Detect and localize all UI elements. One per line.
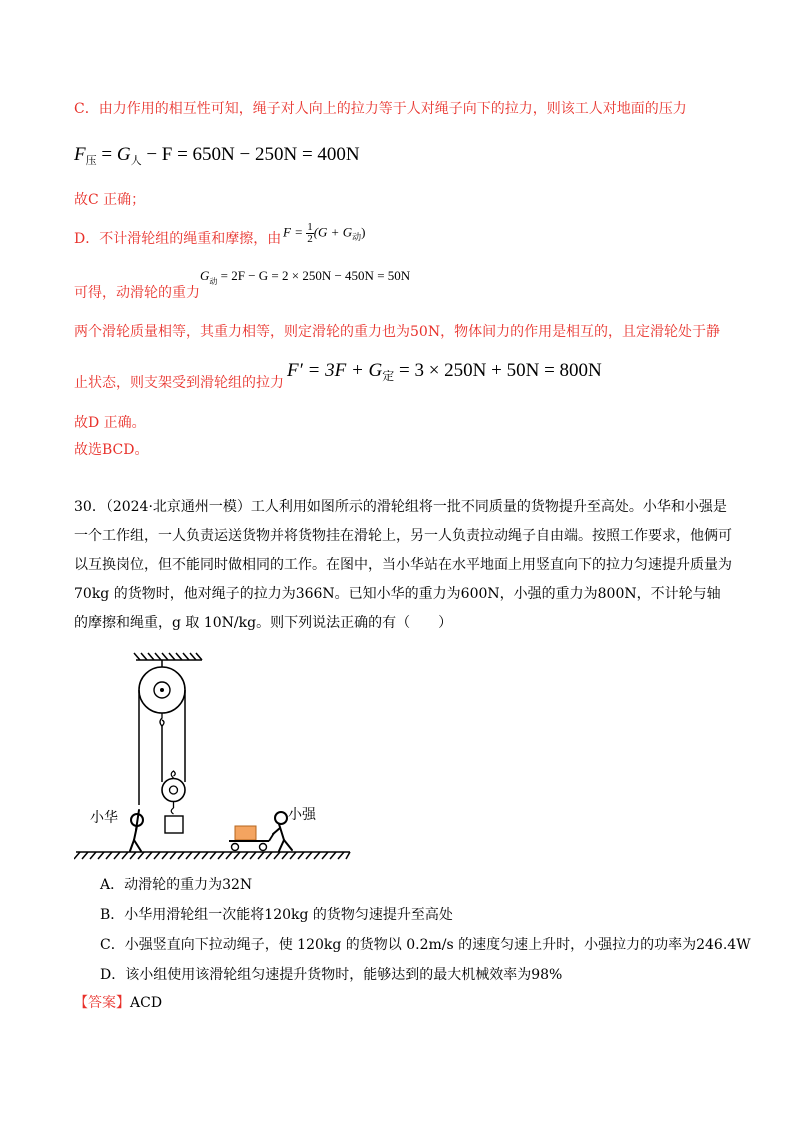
section-d-text1: D．不计滑轮组的绳重和摩擦，由 (74, 231, 282, 247)
formula-c (74, 144, 360, 166)
hanging-cargo (165, 816, 183, 833)
formula-d3 (287, 360, 602, 382)
answer (74, 993, 162, 1013)
formula-d3-rest: = 3 × 250N + 50N = 800N (399, 360, 602, 381)
formula-d1-num: 1 (307, 221, 313, 233)
option-b: B．小华用滑轮组一次能将120kg 的货物匀速提升至高处 (100, 907, 453, 923)
label-xiaoqiang: 小强 (288, 807, 316, 823)
section-d-text4: 止状态，则支架受到滑轮组的拉力 (74, 375, 284, 391)
cart-cargo (235, 826, 256, 840)
label-xiaohua: 小华 (90, 810, 118, 826)
section-d-conclusion: 故D 正确。 (74, 415, 146, 431)
formula-d1-lhs: F = (283, 224, 303, 240)
ceiling (134, 653, 202, 660)
section-c-conclusion: 故C 正确； (74, 192, 146, 208)
ground (74, 852, 350, 859)
formula-d2 (200, 268, 410, 284)
option-c: C．小强竖直向下拉动绳子，使 120kg 的货物以 0.2m/s 的速度匀速上升时，小强拉力的功率为246.4W (100, 937, 751, 953)
formula-c-g-sub: 人 (130, 155, 142, 167)
section-d-text3: 两个滑轮质量相等，其重力相等，则定滑轮的重力也为50N，物体间力的作用是相互的，且定滑轮处于静 (74, 324, 721, 340)
formula-d1-sub: 动 (352, 232, 362, 243)
option-d: D．该小组使用该滑轮组匀速提升货物时，能够达到的最大机械效率为98% (100, 967, 563, 983)
answer-value: ACD (130, 995, 163, 1011)
formula-d2-g: G (200, 268, 210, 283)
section-d-text2: 可得，动滑轮的重力 (74, 285, 200, 301)
formula-c-f-sub: 压 (85, 155, 97, 167)
movable-pulley (162, 771, 185, 814)
formula-d1-close: ) (361, 224, 366, 240)
fixed-pulley (139, 667, 185, 726)
formula-d2-rest: = 2F − G = 2 × 250N − 450N = 50N (220, 268, 411, 283)
pulley-figure (74, 650, 354, 860)
formula-d1-den: 2 (307, 233, 313, 245)
formula-d2-sub: 动 (209, 277, 218, 286)
cart (229, 826, 274, 851)
formula-d1-frac (306, 222, 314, 245)
xiaohua-figure (130, 810, 143, 851)
formula-d1-paren: (G + G (313, 224, 353, 240)
formula-c-eq: = (101, 144, 113, 165)
answer-label: 【答案】 (74, 995, 130, 1011)
formula-c-f: F (74, 144, 86, 165)
formula-d3-sub: 定 (382, 369, 395, 383)
option-a: A．动滑轮的重力为32N (100, 877, 253, 893)
section-c-text: C．由力作用的相互性可知，绳子对人向上的拉力等于人对绳子向下的拉力，则该工人对地面的压力 (74, 101, 687, 117)
formula-d3-lhs: F′ = 3F + G (287, 360, 383, 381)
section-d-final: 故选BCD。 (74, 442, 149, 458)
formula-c-g: G (116, 144, 131, 165)
formula-d1 (283, 222, 365, 245)
formula-c-rest: − F = 650N − 250N = 400N (146, 144, 360, 165)
question-30-text: 30．（2024·北京通州一模）工人利用如图所示的滑轮组将一批不同质量的货物提升至高处。小华和小强是一个工作组，一人负责运送货物并将货物挂在滑轮上，另一人负责拉动绳子自由端。按照工作要求，他俩可以互换岗位，但不能同时做相同的工作。在图中，当小华站在水平地面上用竖直向下的拉力匀速提升质量为70kg 的货物时，他对绳子的拉力为366N。已知小华的重力为600N，小强的重力为800N，不计轮与轴的摩擦和绳重，g 取 10N/kg。则下列说法正确的有（ ） (74, 499, 732, 631)
